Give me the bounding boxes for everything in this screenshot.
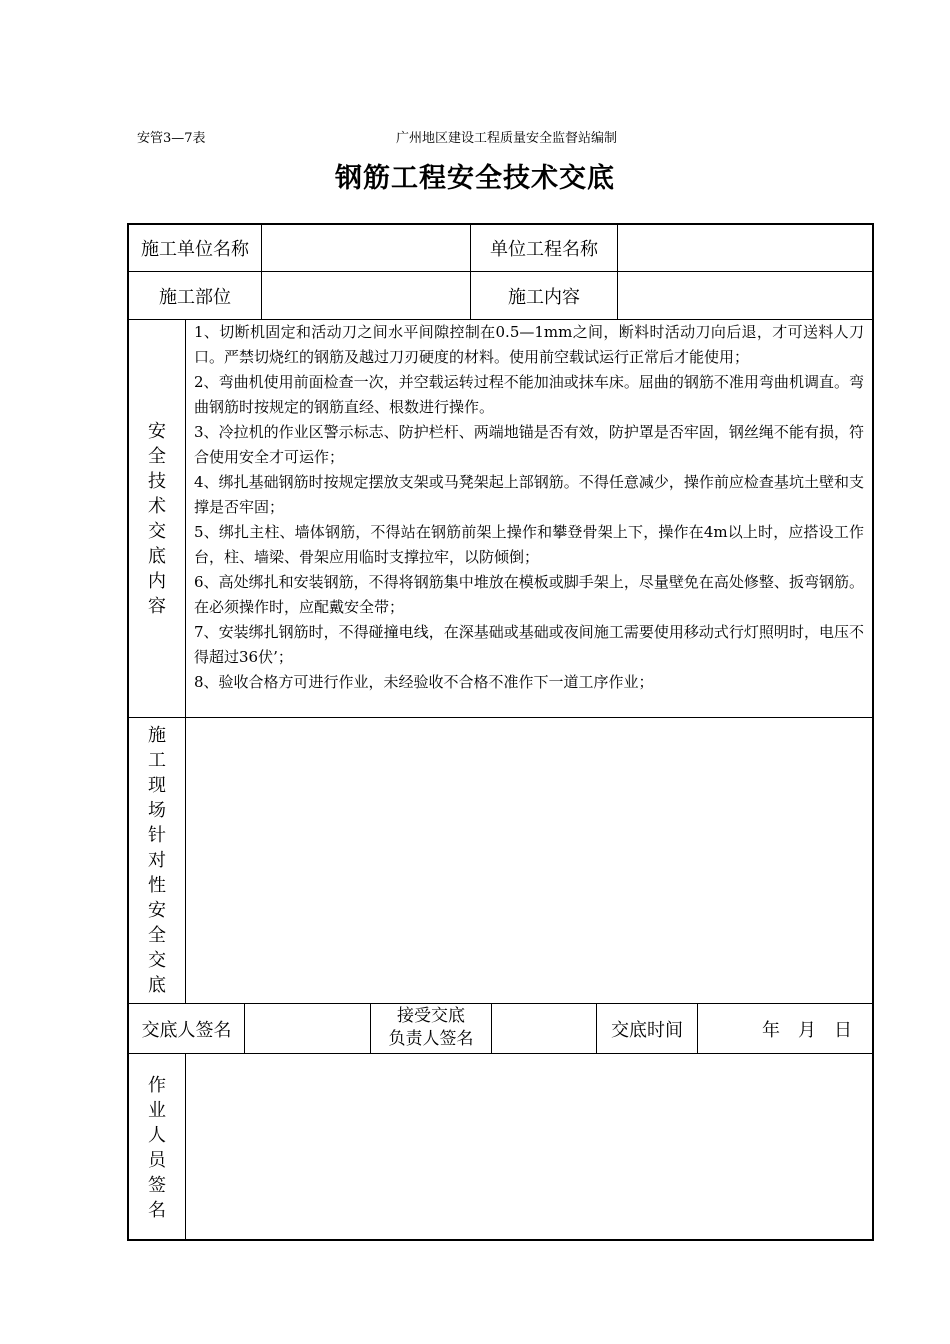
receiver-label-line2: 负责人签名 [388, 1029, 474, 1049]
unit-project-label: 单位工程名称 [490, 239, 598, 260]
safety-label-cell [129, 320, 185, 717]
discloser-label: 交底人签名 [141, 1019, 232, 1041]
safety-item: 4、绑扎基础钢筋时按规定摆放支架或马凳架起上部钢筋。不得任意减少，操作前应检查基坑土壁和支撑是否牢固； [194, 473, 864, 516]
construction-content-field[interactable] [618, 272, 872, 319]
workers-label-cell [129, 1073, 185, 1233]
safety-item: 2、弯曲机使用前面检查一次，并空载运转过程不能加油或抹车床。屈曲的钢筋不准用弯曲机调直。弯曲钢筋时按规定的钢筋直经、根数进行操作。 [194, 373, 864, 416]
safety-content-list [194, 320, 864, 717]
form-code: 安管3—7表 [137, 131, 206, 146]
safety-item: 6、高处绑扎和安装钢筋，不得将钢筋集中堆放在模板或脚手架上，尽量壁免在高处修整、扳弯钢筋。在必须操作时，应配戴安全带； [194, 573, 864, 616]
workers-signature-field[interactable] [186, 1054, 872, 1239]
receiver-signature-field[interactable] [492, 1004, 596, 1053]
construction-unit-label: 施工单位名称 [141, 239, 249, 260]
safety-item: 8、验收合格方可进行作业，未经验收不合格不准作下一道工序作业； [194, 673, 654, 691]
construction-unit-field[interactable] [262, 225, 470, 271]
time-label: 交底时间 [611, 1019, 683, 1041]
receiver-label [371, 1004, 491, 1053]
workers-signature-label: 作业人员签名 [148, 1075, 166, 1221]
site-safety-label: 施工现场针对性安全交底 [148, 725, 166, 996]
construction-part-field[interactable] [262, 272, 470, 319]
safety-item: 1、切断机固定和活动刀之间水平间隙控制在0.5—1mm之间，断料时活动刀向后退，才可送料人刀口。严禁切烧红的钢筋及越过刀刃硬度的材料。使用前空载试运行正常后才能使用； [194, 323, 864, 366]
safety-label: 安全技术交底内容 [148, 420, 166, 617]
construction-part-label: 施工部位 [159, 286, 231, 308]
site-label-cell [129, 723, 185, 1001]
construction-content-label: 施工内容 [508, 286, 580, 308]
unit-project-field[interactable] [618, 225, 872, 271]
site-safety-field[interactable] [186, 718, 872, 1003]
disclosure-date-field[interactable]: 年 月 日 [762, 1019, 852, 1041]
receiver-label-line1: 接受交底 [397, 1006, 465, 1026]
safety-item: 3、冷拉机的作业区警示标志、防护栏杆、两端地锚是否有效，防护罩是否牢固，钢丝绳不能有损，符合使用安全才可运作； [194, 423, 864, 466]
issuer-text: 广州地区建设工程质量安全监督站编制 [396, 131, 618, 146]
safety-item: 5、绑扎主柱、墙体钢筋，不得站在钢筋前架上操作和攀登骨架上下，操作在4m以上时，应搭设工作台，柱、墙梁、骨架应用临时支撑拉牢，以防倾倒； [194, 523, 864, 566]
page-title: 钢筋工程安全技术交底 [335, 163, 615, 194]
safety-item: 7、安装绑扎钢筋时，不得碰撞电线，在深基础或基础或夜间施工需要使用移动式行灯照明时，电压不得超过36伏’； [194, 623, 864, 666]
discloser-signature-field[interactable] [245, 1004, 370, 1053]
